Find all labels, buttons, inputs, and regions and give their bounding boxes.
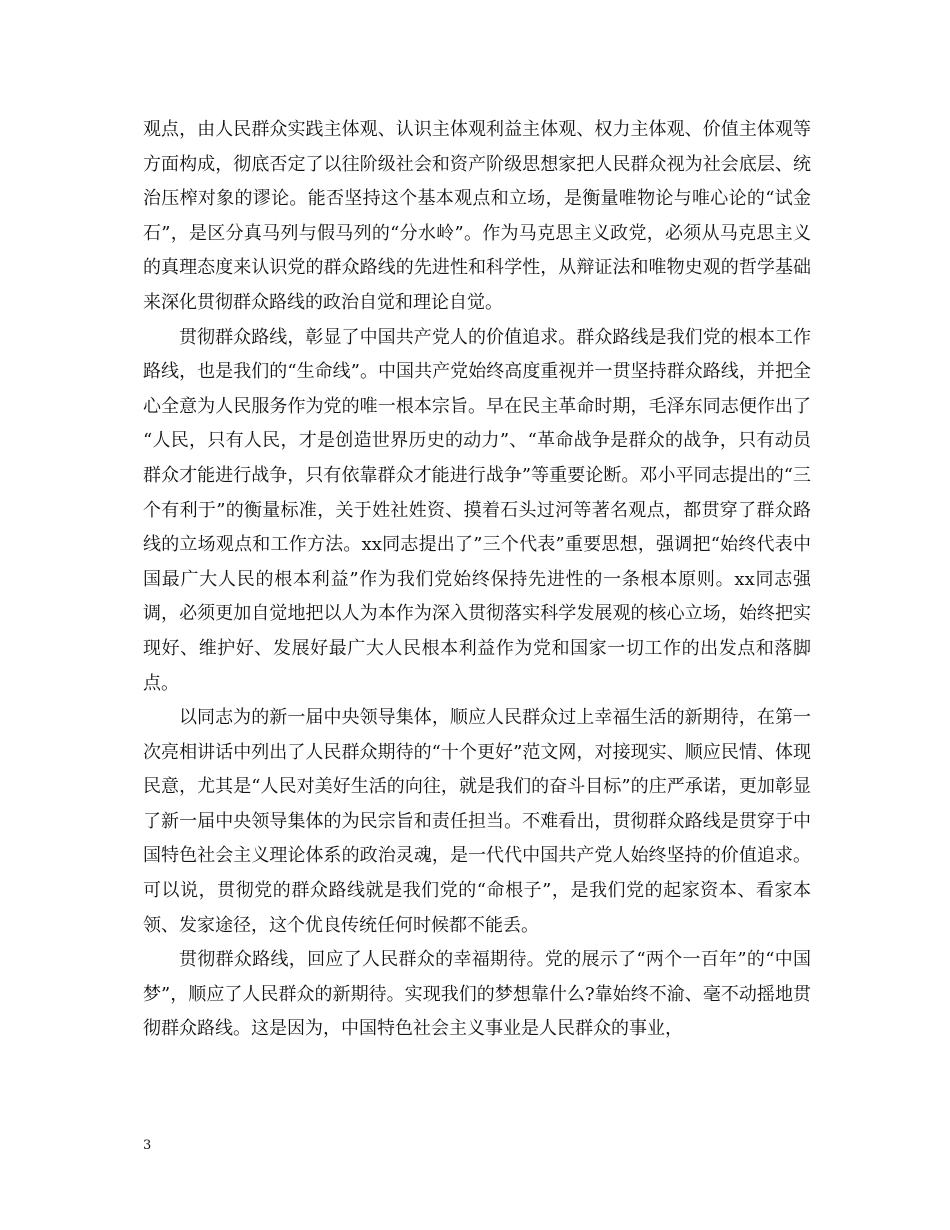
paragraph-2: 贯彻群众路线，彰显了中国共产党人的价值追求。群众路线是我们党的根本工作路线，也是我们的“生命线”。中国共产党始终高度重视并一贯坚持群众路线，并把全心全意为人民服务作为党的唯一根本宗旨。早在民主革命时期，毛泽东同志便作出了 “人民，只有人民，才是创造世界历史的动力”、“革命战争是群众的战争，只有动员群众才能进行战争，只有依靠群众才能进行战争”等重要论断。邓小平同志提出的“三个有利于”的衡量标准，关于姓社姓资、摸着石头过河等著名观点，都贯穿了群众路线的立场观点和工作方法。xx同志提出了”三个代表”重要思想，强调把“始终代表中国最广大人民的根本利益”作为我们党始终保持先进性的一条根本原则。xx同志强调，必须更加自觉地把以人为本作为深入贯彻落实科学发展观的核心立场，始终把实现好、维护好、发展好最广大人民根本利益作为党和国家一切工作的出发点和落脚点。 bbox=[143, 326, 811, 694]
document-body bbox=[143, 113, 811, 1047]
paragraph-1: 观点，由人民群众实践主体观、认识主体观利益主体观、权力主体观、价值主体观等方面构成，彻底否定了以往阶级社会和资产阶级思想家把人民群众视为社会底层、统治压榨对象的谬论。能否坚持这个基本观点和立场，是衡量唯物论与唯心论的“试金石”，是区分真马列与假马列的“分水岭”。作为马克思主义政党，必须从马克思主义的真理态度来认识党的群众路线的先进性和科学性，从辩证法和唯物史观的哲学基础来深化贯彻群众路线的政治自觉和理论自觉。 bbox=[143, 119, 811, 313]
paragraph-3: 以同志为的新一届中央领导集体，顺应人民群众过上幸福生活的新期待，在第一次亮相讲话中列出了人民群众期待的“十个更好”范文网，对接现实、顺应民情、体现民意，尤其是“人民对美好生活的向往，就是我们的奋斗目标”的庄严承诺，更加彰显了新一届中央领导集体的为民宗旨和责任担当。不难看出，贯彻群众路线是贯穿于中国特色社会主义理论体系的政治灵魂，是一代代中国共产党人始终坚持的价值追求。可以说，贯彻党的群众路线就是我们党的“命根子”，是我们党的起家资本、看家本领、发家途径，这个优良传统任何时候都不能丢。 bbox=[143, 707, 811, 936]
paragraph-4: 贯彻群众路线，回应了人民群众的幸福期待。党的展示了“两个一百年”的“中国梦”，顺应了人民群众的新期待。实现我们的梦想靠什么?靠始终不渝、毫不动摇地贯彻群众路线。这是因为，中国特色社会主义事业是人民群众的事业， bbox=[143, 949, 811, 1040]
page-number: 3 bbox=[143, 1138, 152, 1153]
